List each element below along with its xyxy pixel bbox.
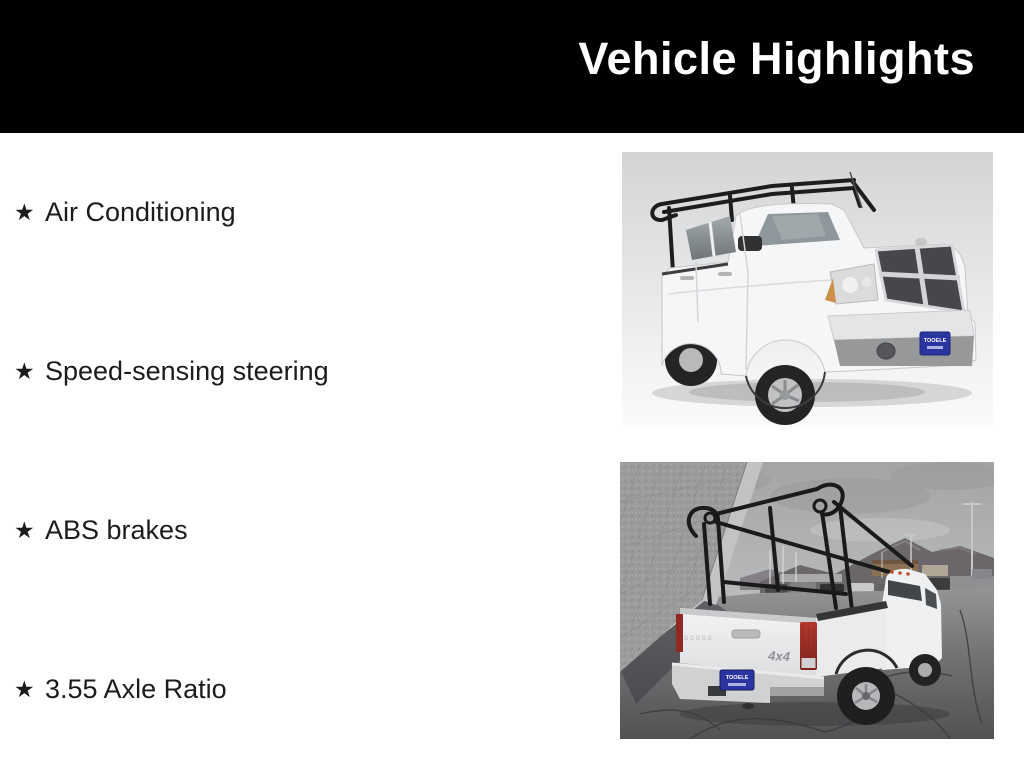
truck-shadow bbox=[680, 702, 950, 726]
vehicle-photo-front-svg bbox=[622, 152, 993, 427]
vehicle-photo-rear bbox=[620, 462, 994, 739]
feature-label: ABS brakes bbox=[45, 514, 188, 545]
tailgate-handle bbox=[732, 630, 760, 638]
grille bbox=[876, 238, 964, 312]
title-bar bbox=[0, 0, 1024, 133]
star-bullet-icon: ★ bbox=[14, 198, 35, 225]
badge-4x4: 4x4 bbox=[767, 648, 791, 665]
star-bullet-icon: ★ bbox=[14, 516, 35, 543]
feature-label: Air Conditioning bbox=[45, 196, 236, 227]
feature-item-abs-brakes bbox=[14, 512, 188, 548]
side-mirror bbox=[738, 236, 762, 251]
rear-plate-text: TOOELE bbox=[725, 675, 749, 681]
star-bullet-icon: ★ bbox=[14, 675, 35, 702]
front-license-plate bbox=[920, 332, 950, 355]
page-title: Vehicle Highlights bbox=[578, 33, 975, 84]
ram-badge bbox=[915, 238, 927, 246]
feature-label: 3.55 Axle Ratio bbox=[45, 673, 227, 704]
star-bullet-icon: ★ bbox=[14, 357, 35, 384]
fog-light bbox=[877, 343, 895, 359]
vehicle-photo-front bbox=[622, 152, 993, 427]
feature-item-axle-ratio bbox=[14, 671, 227, 707]
exhaust bbox=[742, 703, 754, 709]
front-plate-text: TOOELE bbox=[923, 338, 947, 344]
front-bumper bbox=[828, 310, 974, 366]
right-taillight bbox=[800, 622, 817, 670]
rear-license-plate bbox=[720, 670, 754, 690]
left-taillight bbox=[676, 614, 683, 652]
tailgate-embossed-text: DODGE bbox=[684, 636, 714, 642]
feature-label: Speed-sensing steering bbox=[45, 355, 329, 386]
feature-item-air-conditioning bbox=[14, 194, 236, 230]
vehicle-photo-rear-svg bbox=[620, 462, 994, 739]
feature-item-speed-sensing-steering bbox=[14, 353, 329, 389]
